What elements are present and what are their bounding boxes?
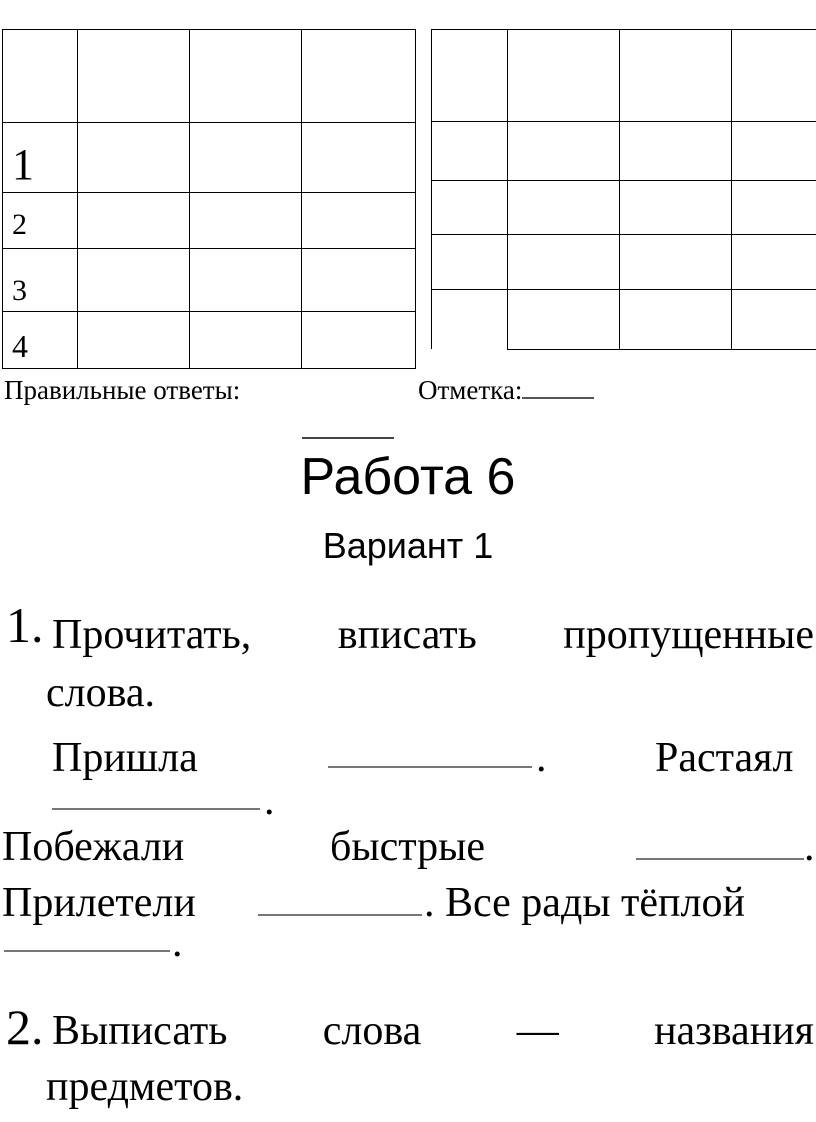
word: Выписать [52, 1008, 228, 1054]
correct-answers-label: Правильные ответы: [4, 375, 241, 405]
grid-row-number-2: 2 [12, 208, 27, 241]
mark-blank [522, 397, 594, 399]
grid-row-number-1: 1 [12, 140, 34, 189]
dot: . [804, 824, 815, 870]
page-title: Работа 6 [300, 448, 516, 506]
blank-4[interactable] [258, 914, 422, 916]
blank-2[interactable] [52, 808, 260, 810]
score-blank [302, 437, 394, 439]
dot: . [264, 778, 275, 824]
task-1-instruction-line2: слова. [46, 670, 156, 716]
word: — [516, 1008, 559, 1054]
dot: . [172, 920, 183, 966]
blank-3[interactable] [636, 858, 804, 860]
grid-row-number-3: 3 [12, 274, 27, 307]
task-2-number: 2. [6, 999, 44, 1055]
fill-word-priletali: Прилетели [2, 880, 196, 926]
blank-5[interactable] [4, 950, 170, 952]
task-2-instruction-line2: предметов. [46, 1064, 244, 1110]
word: названия [654, 1008, 814, 1054]
task-2-instruction-line1 [52, 1008, 814, 1054]
blank-1[interactable] [328, 766, 532, 768]
word: слова [322, 1008, 422, 1054]
dot: . [536, 735, 547, 781]
fill-word-bystrye: быстрые [330, 824, 485, 870]
fill-phrase-vse-rady: . Все рады тёплой [424, 880, 745, 926]
word: Прочитать, [52, 612, 252, 658]
task-1-instruction-line1 [52, 612, 814, 658]
variant-label: Вариант 1 [322, 525, 494, 566]
fill-word-pobezhali: Побежали [2, 824, 185, 870]
mark-label: Отметка: [418, 374, 594, 406]
fill-word-prishla: Пришла [52, 735, 198, 781]
fill-word-rastayal: Растаял [655, 735, 794, 781]
task-1-number: 1. [6, 597, 44, 653]
grid-row-number-4: 4 [12, 328, 28, 364]
word: вписать [337, 612, 477, 658]
word: пропущенные [563, 612, 814, 658]
